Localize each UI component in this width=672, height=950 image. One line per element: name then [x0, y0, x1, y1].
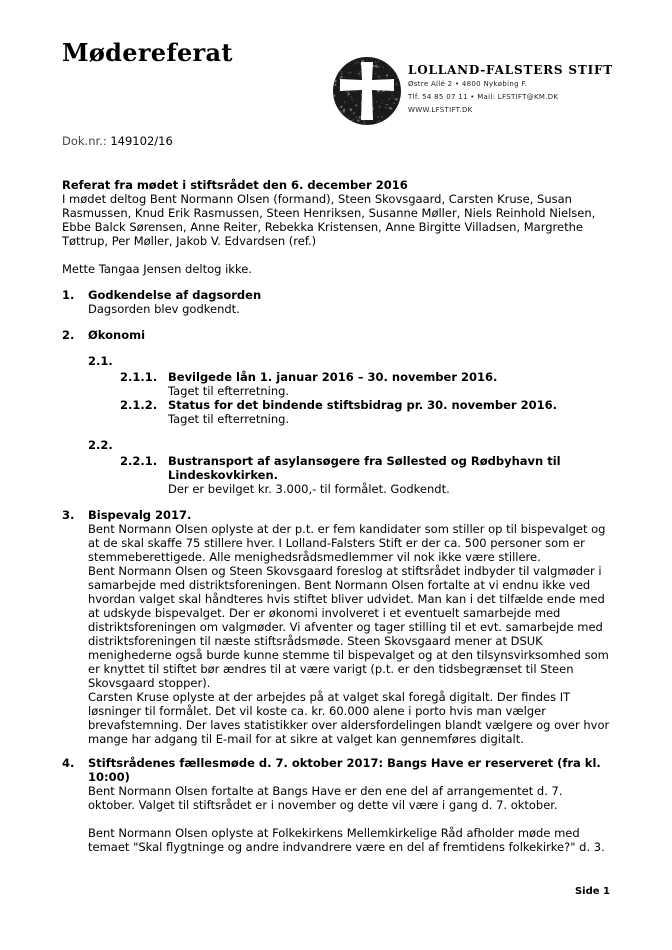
- minutes-heading: Referat fra mødet i stiftsrådet den 6. december 2016: [62, 178, 408, 192]
- item-title: Bispevalg 2017.: [88, 508, 192, 522]
- attendees-line: Rasmussen, Knud Erik Rasmussen, Steen Henriksen, Susanne Møller, Niels Reinhold Nielsen,: [62, 206, 596, 220]
- body-line: mange har adgang til E-mail for at sikre at valget kan gennemføres digitalt.: [88, 732, 524, 746]
- item-title-line: 10:00): [88, 770, 130, 784]
- attendees-line: Ebbe Balck Sørensen, Anne Reiter, Rebekka Kristensen, Anne Birgitte Villadsen, Margrethe: [62, 220, 583, 234]
- item-title: [88, 756, 648, 784]
- attendees-paragraph: [62, 192, 642, 248]
- body-line: hvordan valget skal håndteres hvis stiftet bliver udvidet. Man kan i det tilfælde ende med: [88, 592, 605, 606]
- item-title-line: Stiftsrådenes fællesmøde d. 7. oktober 2017: Bangs Have er reserveret (fra kl.: [88, 756, 601, 770]
- absent-note: Mette Tangaa Jensen deltog ikke.: [62, 262, 252, 276]
- subitem-title-line: Bustransport af asylansøgere fra Søllested og Rødbyhavn til: [168, 454, 561, 468]
- subitem-title-line: Lindeskovkirken.: [168, 468, 279, 482]
- subitem-text: Taget til efterretning.: [168, 412, 290, 426]
- body-line: Bent Normann Olsen oplyste at Folkekirkens Mellemkirkelige Råd afholder møde med: [88, 826, 580, 840]
- body-line: temaet "Skal flygtninge og andre indvandrere være en del af fremtidens folkekirke?" d. 3.: [88, 840, 605, 854]
- organization-contact: Tlf. 54 85 07 11 • Mail: LFSTIFT@KM.DK: [408, 93, 559, 101]
- subitem-title: Status for det bindende stiftsbidrag pr. 30. november 2016.: [168, 398, 557, 412]
- body-line: Bent Normann Olsen fortalte at Bangs Have er den ene del af arrangementet d. 7.: [88, 784, 563, 798]
- organization-address: Østre Allé 2 • 4800 Nykøbing F.: [408, 80, 528, 88]
- subitem-title: Bevilgede lån 1. januar 2016 – 30. november 2016.: [168, 370, 498, 384]
- subitem-number: 2.1.: [88, 354, 113, 368]
- body-line: Bent Normann Olsen og Steen Skovsgaard foreslog at stiftsrådet indbyder til valgmøder i: [88, 564, 602, 578]
- body-line: brevafstemning. Der laves statistikker over aldersfordelingen blandt vælgere og over hvor: [88, 718, 610, 732]
- item-number: 1.: [62, 288, 75, 302]
- body-line: Carsten Kruse oplyste at der arbejdes på at valget skal foregå digitalt. Der findes IT: [88, 690, 571, 704]
- body-line: Skovsgaard stopper).: [88, 676, 211, 690]
- item-body: [88, 826, 648, 854]
- item-number: 2.: [62, 328, 75, 342]
- attendees-line: I mødet deltog Bent Normann Olsen (formand), Steen Skovsgaard, Carsten Kruse, Susan: [62, 192, 572, 206]
- document-number-label: Dok.nr.:: [62, 134, 107, 148]
- body-line: distriktsforeningen om valgmøder. Vi afventer og tager stilling til et evt. samarbejde med: [88, 620, 603, 634]
- organization-website: WWW.LFSTIFT.DK: [408, 106, 473, 114]
- subitem-number: 2.1.2.: [120, 398, 158, 412]
- body-line: løsninger til formålet. Det vil koste ca. kr. 60.000 alene i porto hvis man vælger: [88, 704, 546, 718]
- item-title: Godkendelse af dagsorden: [88, 288, 262, 302]
- body-line: at de skal skaffe 75 stillere hver. I Lolland-Falsters Stift er der ca. 500 personer som er: [88, 536, 585, 550]
- item-body: [88, 784, 648, 812]
- document-number-value: 149102/16: [110, 134, 173, 148]
- item-body: [88, 522, 648, 746]
- subitem-title: [168, 454, 608, 482]
- item-text: Dagsorden blev godkendt.: [88, 302, 240, 316]
- subitem-text: Taget til efterretning.: [168, 384, 290, 398]
- subitem-number: 2.2.: [88, 438, 113, 452]
- item-number: 4.: [62, 756, 75, 770]
- item-number: 3.: [62, 508, 75, 522]
- item-title: Økonomi: [88, 328, 146, 342]
- body-line: oktober. Valget til stiftsrådet er i november og dette vil være i gang d. 7. oktober.: [88, 798, 558, 812]
- attendees-line: Tøttrup, Per Møller, Jakob V. Edvardsen (ref.): [62, 234, 317, 248]
- page-number: Side 1: [574, 886, 610, 897]
- subitem-number: 2.2.1.: [120, 454, 158, 468]
- diocese-seal-logo: [332, 56, 402, 126]
- subitem-number: 2.1.1.: [120, 370, 158, 384]
- body-line: menighederne også burde kunne stemme til bispevalget og at den tilsynsvirksomhed som: [88, 648, 609, 662]
- organization-name: LOLLAND-FALSTERS STIFT: [408, 63, 614, 77]
- body-line: er knyttet til stiftet bør ændres til at være varigt (p.t. er den tidsbegrænset til Steen: [88, 662, 574, 676]
- body-line: Bent Normann Olsen oplyste at der p.t. er fem kandidater som stiller op til bispevalget og: [88, 522, 606, 536]
- body-line: stemmeberettigede. Alle menighedsrådsmedlemmer vil nok ikke være stillere.: [88, 550, 541, 564]
- organization-header: [408, 62, 613, 117]
- body-line: samarbejde med distriktsforeningen. Bent Normann Olsen fortalte at vi endnu ikke ved: [88, 578, 591, 592]
- body-line: distriktsforeningen til næste stiftsrådsmøde. Steen Skovsgaard mener at DSUK: [88, 634, 543, 648]
- document-number: [62, 134, 173, 148]
- subitem-text: Der er bevilget kr. 3.000,- til formålet. Godkendt.: [168, 482, 450, 496]
- body-line: at udskyde bispevalget. Der er økonomi involveret i et eventuelt samarbejde med: [88, 606, 561, 620]
- document-title: Mødereferat: [62, 38, 233, 67]
